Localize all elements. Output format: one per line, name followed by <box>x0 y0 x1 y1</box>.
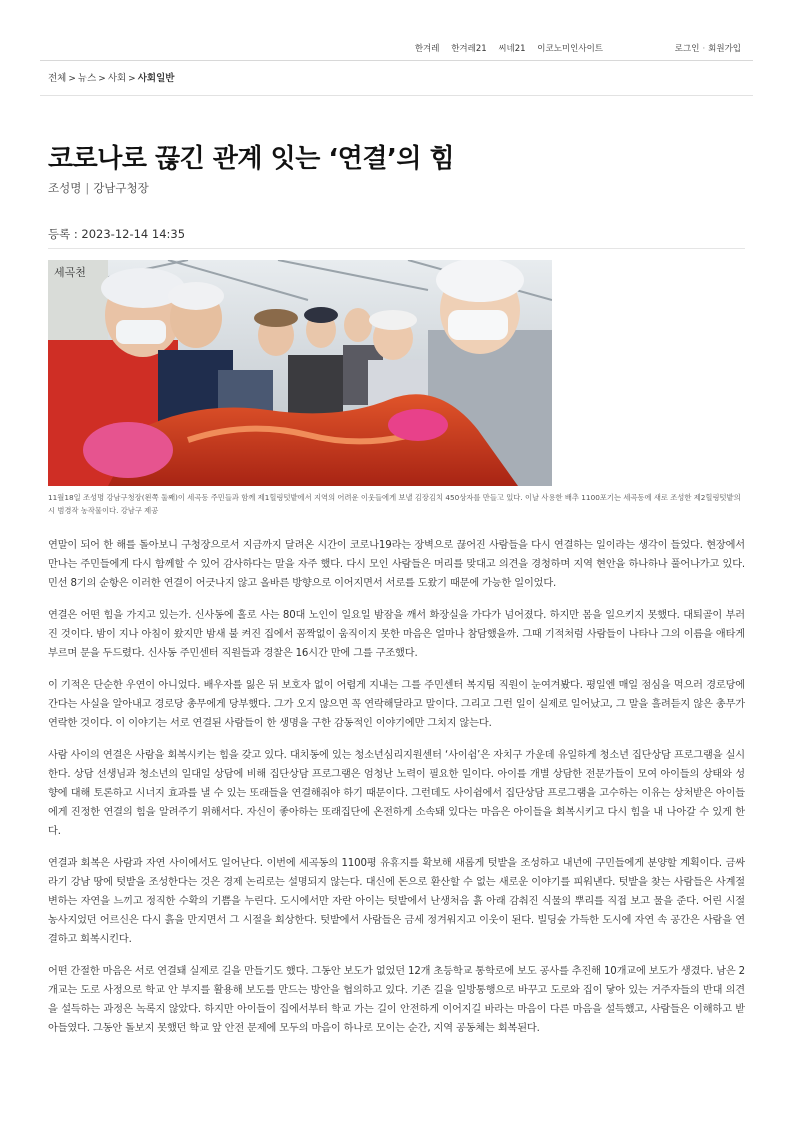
article-paragraph: 연말이 되어 한 해를 돌아보니 구청장으로서 지금까지 달려온 시간이 코로나19라는 장벽으로 끊어진 사람들을 다시 연결하는 일이라는 생각이 들었다. 현장에서 만나는 주민들에게 다시 함께할 수 있어 감사하다는 말을 자주 했다. 다시 모인 사람들은 머리를 맞대고 의견을 경청하며 지역 현안을 하나하나 풀어나가고 있다. 민선 8기의 순항은 이러한 연결이 어긋나지 않고 올바른 방향으로 이어지면서 서로를 도왔기 때문에 가능한 일이었다. <box>48 540 745 589</box>
photo-sign-text: 세곡천 <box>54 266 86 279</box>
author-title: 강남구청장 <box>93 181 149 195</box>
chevron-right-icon: > <box>98 74 106 84</box>
auth-links <box>675 42 741 54</box>
article-paragraph: 이 기적은 단순한 우연이 아니었다. 배우자를 잃은 뒤 보호자 없이 어렵게 지내는 그를 주민센터 복지팀 직원이 눈여겨봤다. 평일엔 매일 점심을 먹으러 경로당에 간다는 사실을 알아내고 경로당 총무에게 당부했다. 그가 오지 않으면 꼭 연락해달라고 말이다. 그리고 그런 일이 실제로 일어났고, 그 말을 흘려듣지 않은 총무가 연락한 것이다. 이 이야기는 서로 연결된 사람들이 한 생명을 구한 감동적인 이야기에만 그치지 않는다. <box>48 680 745 729</box>
chevron-right-icon: > <box>68 74 76 84</box>
login-link[interactable]: 로그인 <box>674 44 700 54</box>
article-paragraph: 어떤 간절한 마음은 서로 연결돼 실제로 길을 만들기도 했다. 그동안 보도가 없었던 12개 초등학교 통학로에 보도 공사를 추진해 10개교에 보도가 생겼다. 남은 2개교는 도로 사정으로 학교 안 부지를 활용해 보도를 만드는 방안을 협의하고 있다. 기존 길을 일방통행으로 바꾸고 도로와 집이 닿아 있는 거주자들의 반대 의견을 설득하는 과정은 녹록지 않았다. 하지만 아이들이 집에서부터 학교 가는 길이 안전하게 이어지길 바라는 마음이 다른 마음을 설득했고, 사람들은 이해하고 받아들였다. 그동안 돌보지 못했던 학교 앞 안전 문제에 모두의 마음이 하나로 모이는 순간, 지역 공동체는 회복된다. <box>48 966 745 1034</box>
article-photo <box>48 260 552 486</box>
article-title: 코로나로 끊긴 관계 잇는 ‘연결’의 힘 <box>48 144 455 174</box>
published-date: 등록 : 2023-12-14 14:35 <box>48 226 745 249</box>
article-paragraph: 연결과 회복은 사람과 자연 사이에서도 일어난다. 이번에 세곡동의 1100평 유휴지를 확보해 새롭게 텃밭을 조성하고 내년에 구민들에게 분양할 계획이다. 금싸라기 강남 땅에 텃밭을 조성한다는 것은 경제 논리로는 설명되지 않는다. 대신에 돈으로 환산할 수 없는 새로운 이야기를 피워낸다. 텃밭을 찾는 사람들은 사계절 변하는 자연을 느끼고 정직한 수확의 기쁨을 누린다. 도시에서만 자란 아이는 텃밭에서 난생처음 흙 아래 감춰진 식물의 뿌리를 직접 보고 물을 준다. 어린 시절 농사지었던 어르신은 다시 흙을 만지면서 그 시절을 회상한다. 텃밭에서 사람들은 금세 정겨워지고 이웃이 된다. 빌딩숲 가득한 도시에 자연 속 공간은 사람을 연결하고 회복시킨다. <box>48 858 745 945</box>
article-paragraph: 사람 사이의 연결은 사람을 회복시키는 힘을 갖고 있다. 대치동에 있는 청소년심리지원센터 ‘사이쉼’은 자치구 가운데 유일하게 청소년 집단상담 프로그램을 실시한다. 상담 선생님과 청소년의 일대일 상담에 비해 집단상담 프로그램은 엄청난 노력이 필요한 일이다. 아이를 개별 상담한 전문가들이 모여 아이들의 상태와 성향에 대해 토론하고 시너지 효과를 낼 수 있는 또래들을 연결해줘야 하기 때문이다. 그런데도 사이쉼에서 집단상담 프로그램을 고수하는 이유는 상처받은 아이들에게 진정한 연결의 힘을 알려주기 위해서다. 자신이 좋아하는 또래집단에 온전하게 소속돼 있다는 마음은 아이들을 회복시키고 다시 힘을 내 나아갈 수 있게 한다. <box>48 750 745 837</box>
chevron-right-icon: > <box>128 74 136 84</box>
author-name: 조성명 <box>48 181 82 195</box>
photo-caption: 11월18일 조성명 강남구청장(왼쪽 둘째)이 세곡동 주민들과 함께 제1힐링텃밭에서 지역의 어려운 이웃들에게 보낼 김장김치 450상자를 만들고 있다. 이날 사용한 배추 1100포기는 세곡동에 새로 조성한 제2힐링텃밭의 시 범경작 농작물이다. 강남구 제공 <box>48 493 741 515</box>
kimchi-making-photo-illustration <box>48 260 552 486</box>
signup-link[interactable]: 회원가입 <box>708 44 741 54</box>
link-hani21[interactable]: 한겨레21 <box>451 44 487 54</box>
breadcrumb-society[interactable]: 사회 <box>107 73 127 84</box>
breadcrumb-news[interactable]: 뉴스 <box>77 73 97 84</box>
byline <box>48 180 149 196</box>
breadcrumb-all[interactable]: 전체 <box>48 73 67 84</box>
link-cine21[interactable]: 씨네21 <box>498 44 526 54</box>
article-paragraph: 연결은 어떤 힘을 가지고 있는가. 신사동에 홀로 사는 80대 노인이 일요일 밤잠을 깨서 화장실을 가다가 넘어졌다. 하지만 몸을 일으키지 못했다. 대퇴골이 부러진 것이다. 밤이 지나 아침이 왔지만 밤새 불 켜진 집에서 꼼짝없이 움직이지 못한 마음은 얼마나 참담했을까. 그때 기적처럼 사람들이 나타나 그의 이름을 애타게 부르며 문을 두드렸다. 신사동 주민센터 직원들과 경찰은 16시간 만에 그를 구조했다. <box>48 610 745 659</box>
breadcrumb-current[interactable]: 사회일반 <box>137 73 175 84</box>
breadcrumb <box>40 66 753 96</box>
top-navigation <box>40 38 753 61</box>
auth-separator: · <box>702 44 706 54</box>
byline-separator: | <box>85 181 90 195</box>
article-body <box>48 536 745 1051</box>
link-economy-insight[interactable]: 이코노미인사이트 <box>537 44 603 54</box>
partner-site-links <box>406 42 603 54</box>
link-hani[interactable]: 한겨레 <box>414 44 440 54</box>
